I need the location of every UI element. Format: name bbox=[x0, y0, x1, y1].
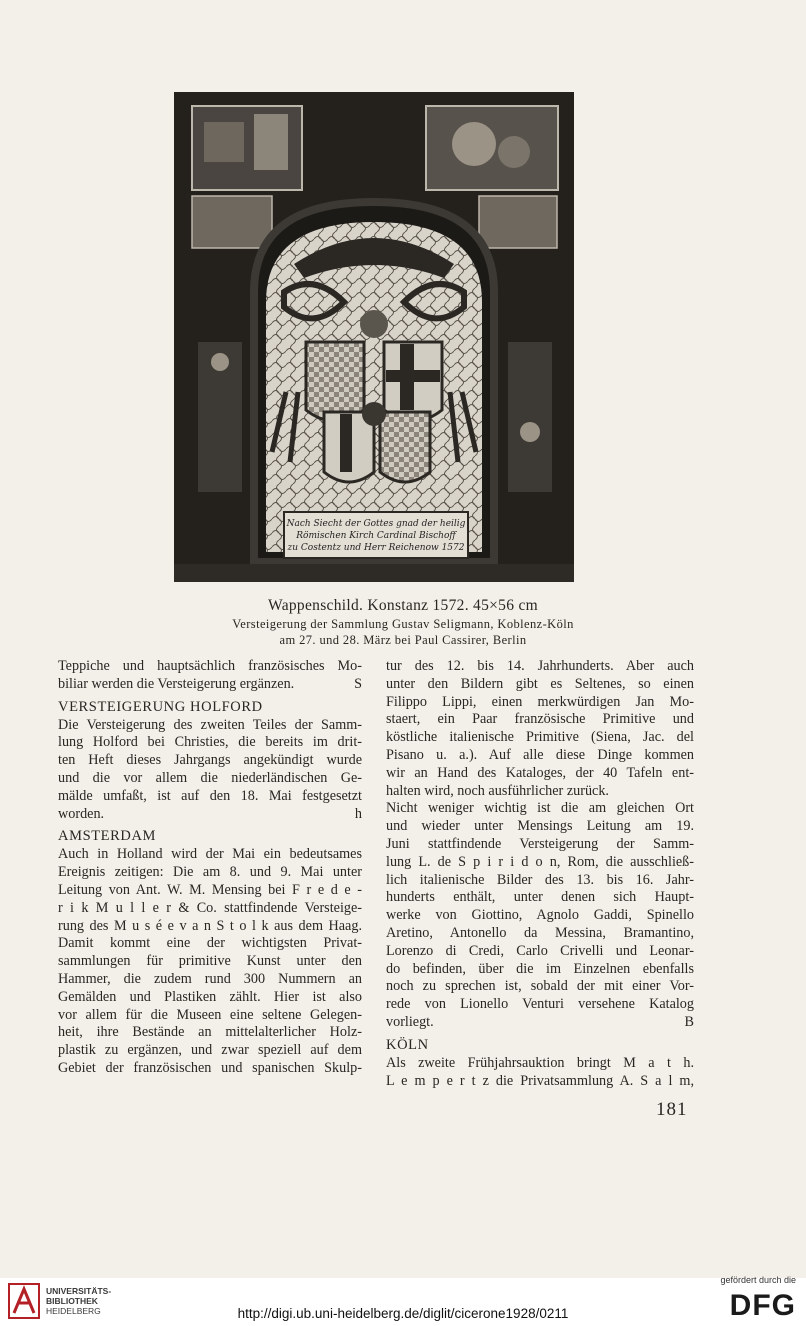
text-line bbox=[58, 806, 362, 824]
text-line: Damit kommt eine der wichtigsten Privat- bbox=[58, 935, 362, 952]
text-line: lich italienische Bilder des 13. bis 16. Jahr- bbox=[386, 871, 694, 888]
uni-name-line: UNIVERSITÄTS- bbox=[46, 1286, 112, 1296]
caption-line-2: Versteigerung der Sammlung Gustav Seligmann, Koblenz-Köln bbox=[232, 617, 574, 631]
author-mark: h bbox=[354, 805, 362, 822]
text-line: werke von Giottino, Agnolo Gaddi, Spinello bbox=[386, 907, 694, 924]
text-line-content: biliar werden die Versteigerung ergänzen. bbox=[58, 675, 295, 692]
caption-line-3: am 27. und 28. März bei Paul Cassirer, Berlin bbox=[279, 633, 527, 647]
text-line: Auch in Holland wird der Mai ein bedeutsames bbox=[58, 846, 362, 863]
dfg-logo[interactable]: DFG bbox=[729, 1289, 796, 1322]
text-line: lung L. de S p i r i d o n, Rom, die ausschließ- bbox=[386, 853, 694, 870]
text-line: Gebiet der französischen und spanischen Skulp- bbox=[58, 1059, 362, 1076]
text-line: köstliche italienische Primitive (Siena, Jac. del bbox=[386, 729, 694, 746]
stained-glass-plate bbox=[174, 92, 574, 582]
text-line: Filippo Lippi, einen merkwürdigen Jan Mo- bbox=[386, 693, 694, 710]
funded-by-label: gefördert durch die bbox=[720, 1275, 796, 1285]
text-line: r i k M u l l e r & Co. stattfindende Versteige- bbox=[58, 899, 362, 916]
text-line: unter den Bildern gibt es Seltenes, so einen bbox=[386, 675, 694, 692]
page-number: 181 bbox=[656, 1099, 688, 1120]
text-line: Nicht weniger wichtig ist die am gleichen Ort bbox=[386, 800, 694, 817]
permalink-url[interactable]: http://digi.ub.uni-heidelberg.de/diglit/cicerone1928/0211 bbox=[237, 1306, 569, 1321]
text-line: sammlungen für primitive Kunst unter den bbox=[58, 953, 362, 970]
text-line: hunderts enthält, unter denen sich Haupt- bbox=[386, 889, 694, 906]
text-line: Ereignis zeitigen: Die am 8. und 9. Mai unter bbox=[58, 864, 362, 881]
text-line: Teppiche und hauptsächlich französisches Mo- bbox=[58, 658, 362, 674]
text-line: rung des M u s é e v a n S t o l k aus dem Haag. bbox=[58, 917, 362, 934]
inscription-line-2: Römischen Kirch Cardinal Bischoff bbox=[296, 531, 456, 541]
text-line: Pisano u. a.). Auf alle diese Dinge kommen bbox=[386, 746, 694, 763]
text-line: ten Heft dieses Jahrgangs angekündigt wurde bbox=[58, 752, 362, 769]
section-heading-holford: VERSTEIGERUNG HOLFORD bbox=[58, 698, 263, 715]
text-line: rede von Lionello Venturi versehene Katalog bbox=[386, 996, 694, 1013]
uni-name-line: HEIDELBERG bbox=[46, 1306, 101, 1316]
text-line: tur des 12. bis 14. Jahrhunderts. Aber auch bbox=[386, 658, 694, 674]
section-heading-koeln: KÖLN bbox=[386, 1036, 429, 1053]
text-line: Lorenzo di Credi, Carlo Crivelli und Leonar- bbox=[386, 942, 694, 959]
inscription-line-1: Nach Siecht der Gottes gnad der heilig bbox=[286, 519, 466, 529]
text-line: lung Holford bei Christies, die bereits im drit- bbox=[58, 734, 362, 751]
text-line: noch zu sprechen ist, sobald der mit einer Vor- bbox=[386, 978, 694, 995]
section-heading-amsterdam: AMSTERDAM bbox=[58, 828, 157, 845]
text-line: Aretino, Antonello da Messina, Bramantino, bbox=[386, 924, 694, 941]
text-line: wir an Hand des Kataloges, der 40 Tafeln ent- bbox=[386, 764, 694, 781]
text-line-content: vorliegt. bbox=[386, 1013, 434, 1030]
text-line-content: worden. bbox=[58, 805, 105, 822]
left-column bbox=[58, 658, 362, 1078]
text-line: Hammer, die zudem rund 300 Nummern an bbox=[58, 970, 362, 987]
uni-name-line: BIBLIOTHEK bbox=[46, 1296, 98, 1306]
text-line: und die vor allem die niederländischen Ge- bbox=[58, 769, 362, 786]
text-line: do befinden, über die im Einzelnen ebenfalls bbox=[386, 960, 694, 977]
text-line: L e m p e r t z die Privatsammlung A. S a l m, bbox=[386, 1072, 694, 1089]
text-line bbox=[386, 1014, 694, 1032]
text-line: Als zweite Frühjahrsauktion bringt M a t h. bbox=[386, 1054, 694, 1071]
text-line: Juni stattfindende Versteigerung der Samm- bbox=[386, 835, 694, 852]
author-mark: S bbox=[354, 675, 362, 692]
text-line: heit, ihre Bestände an mittelalterlicher Holz- bbox=[58, 1024, 362, 1041]
author-mark: B bbox=[684, 1013, 694, 1030]
text-line: Gemälden und Plastiken zählt. Hier ist also bbox=[58, 988, 362, 1005]
caption-title: Wappenschild. Konstanz 1572. 45×56 cm bbox=[268, 597, 538, 614]
text-line: vor allem für die Museen eine seltene Gelegen- bbox=[58, 1006, 362, 1023]
coat-of-arms-illustration bbox=[174, 92, 574, 582]
right-column bbox=[386, 658, 694, 1090]
text-line: halten wird, noch ausführlicher zurück. bbox=[386, 782, 609, 799]
text-line bbox=[58, 676, 362, 694]
text-line: mälde umfaßt, ist auf den 18. Mai festgesetzt bbox=[58, 787, 362, 804]
text-line: plastik zu ergänzen, und zwar speziell auf dem bbox=[58, 1042, 362, 1059]
text-line: Leitung von Ant. W. M. Mensing bei F r e d e - bbox=[58, 881, 362, 898]
text-line: und wieder unter Mensings Leitung am 19. bbox=[386, 818, 694, 835]
inscription-line-3: zu Costentz und Herr Reichenow 1572 bbox=[287, 543, 465, 553]
text-line: Die Versteigerung des zweiten Teiles der Samm- bbox=[58, 716, 362, 733]
text-line: staert, ein Paar französische Primitive und bbox=[386, 711, 694, 728]
